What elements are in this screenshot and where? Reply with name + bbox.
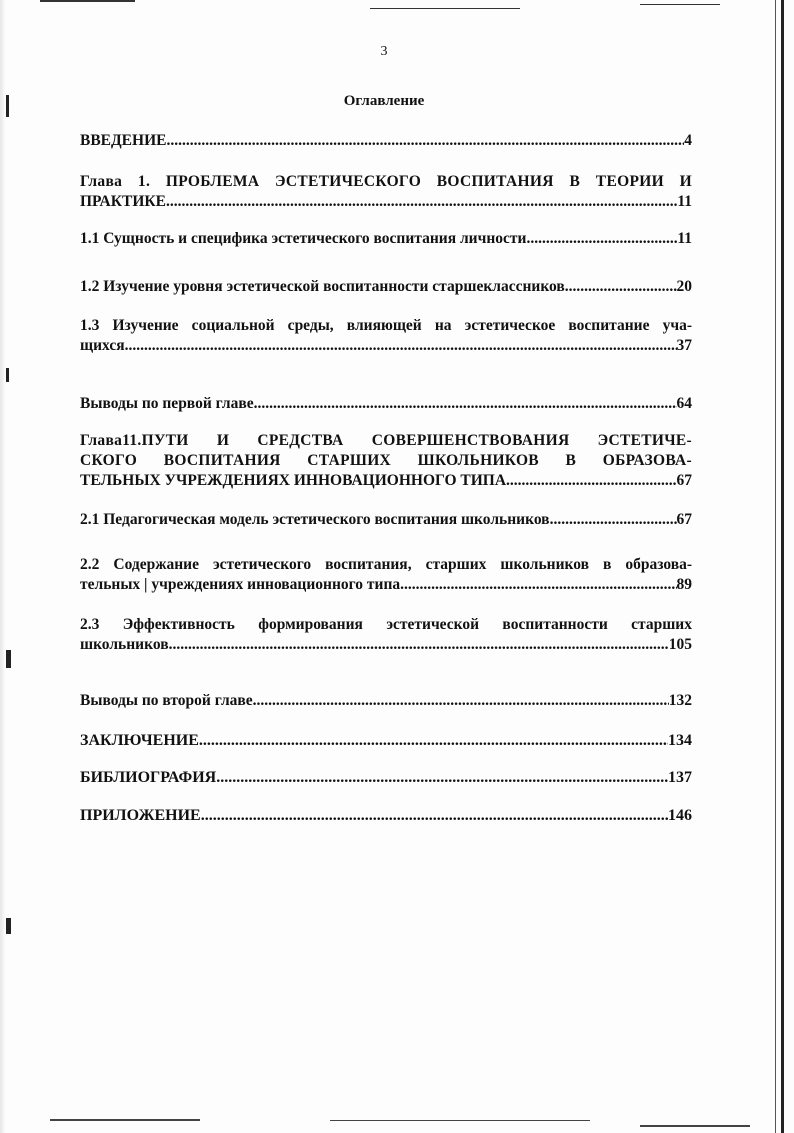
toc-entry-title-line: Глава 1. ПРОБЛЕМА ЭСТЕТИЧЕСКОГО ВОСПИТАНИЯ В ТЕОРИИ И: [80, 173, 692, 190]
dot-leader: [565, 277, 677, 297]
toc-entry-page: 89: [676, 576, 692, 593]
toc-entry-title-line: Глава11.ПУТИ И СРЕДСТВА СОВЕРШЕНСТВОВАНИЯ ЭСТЕТИЧЕ-: [80, 432, 692, 449]
toc-entry-title: Выводы по первой главе: [80, 395, 254, 412]
toc-entry-page: 137: [668, 769, 692, 786]
toc-entry-title: ТЕЛЬНЫХ УЧРЕЖДЕНИЯХ ИННОВАЦИОННОГО ТИПА: [80, 472, 507, 489]
toc-entry-title: ПРИЛОЖЕНИЕ: [80, 807, 201, 824]
toc-entry-page: 105: [668, 636, 692, 653]
dot-leader: [400, 575, 676, 595]
toc-entry-page: 146: [668, 807, 692, 824]
toc-entry[interactable]: [80, 131, 692, 151]
toc-entry[interactable]: [80, 431, 692, 491]
dot-leader: [216, 768, 668, 788]
toc-entry-title: Выводы по второй главе: [80, 692, 253, 709]
toc-entry-title: ЗАКЛЮЧЕНИЕ: [80, 732, 199, 749]
toc-entry-title-line: 1.3 Изучение социальной среды, влияющей на эстетическое воспитание уча-: [80, 317, 692, 334]
scan-bottom-line: [50, 1119, 200, 1121]
toc-entry-page: 11: [677, 230, 692, 247]
toc-entry-page: 134: [668, 732, 692, 749]
toc-entry-page: 37: [676, 337, 692, 354]
toc-entry-title: ВВЕДЕНИЕ: [80, 132, 167, 149]
toc-entry[interactable]: [80, 691, 692, 711]
scan-edge-left: [0, 0, 6, 1133]
dot-leader: [253, 691, 669, 711]
dot-leader: [526, 229, 677, 249]
scan-mark: [6, 918, 11, 934]
scan-edge-right: [781, 0, 784, 1133]
toc-entry[interactable]: [80, 615, 692, 655]
scan-mark: [6, 368, 9, 382]
toc-entry[interactable]: [80, 229, 692, 249]
scan-bottom-line: [330, 1120, 590, 1121]
dot-leader: [166, 131, 684, 151]
toc-entry-page: 64: [676, 395, 692, 412]
toc-entry-page: 67: [676, 472, 692, 489]
scan-top-line: [640, 4, 720, 5]
toc-entry-title: 2.1 Педагогическая модель эстетического воспитания школьников: [80, 511, 550, 528]
toc-entry-page: 132: [668, 692, 692, 709]
toc-entry[interactable]: [80, 768, 692, 788]
toc-entry[interactable]: [80, 316, 692, 356]
dot-leader: [254, 394, 677, 414]
toc-entry-title: школьников: [80, 636, 169, 653]
toc-entry-page: 20: [676, 278, 692, 295]
toc-entry-title: щихся: [80, 337, 125, 354]
toc-entry-title-line: 2.2 Содержание эстетического воспитания, старших школьников в образова-: [80, 556, 692, 573]
dot-leader: [125, 336, 677, 356]
scan-bottom-line: [640, 1125, 750, 1127]
toc-entry-title: БИБЛИОГРАФИЯ: [80, 769, 217, 786]
dot-leader: [550, 510, 677, 530]
toc-entry-title-line: 2.3 Эффективность формирования эстетической воспитанности старших: [80, 616, 692, 633]
toc-entry[interactable]: [80, 731, 692, 751]
toc-entry-page: 4: [684, 132, 692, 149]
toc-entry[interactable]: [80, 510, 692, 530]
toc-entry-title-line: СКОГО ВОСПИТАНИЯ СТАРШИХ ШКОЛЬНИКОВ В ОБРАЗОВА-: [80, 452, 692, 469]
toc-entry-page: 67: [676, 511, 692, 528]
toc-entry-title: ПРАКТИКЕ: [80, 193, 166, 210]
toc-entry[interactable]: [80, 806, 692, 826]
toc-entry-title: 1.1 Сущность и специфика эстетического воспитания личности: [80, 230, 527, 247]
scan-top-line: [370, 8, 520, 9]
toc-entry[interactable]: [80, 277, 692, 297]
toc-entry[interactable]: [80, 555, 692, 595]
toc-entry[interactable]: [80, 394, 692, 414]
scan-edge-right-inner: [775, 0, 776, 1133]
scan-top-line: [40, 0, 135, 2]
dot-leader: [201, 806, 668, 826]
toc-title: Оглавление: [343, 93, 425, 109]
dot-leader: [169, 635, 669, 655]
dot-leader: [199, 731, 668, 751]
page-number: 3: [380, 44, 388, 59]
scan-mark: [6, 650, 11, 668]
dot-leader: [166, 192, 677, 212]
dot-leader: [506, 471, 676, 491]
toc-entry-page: 11: [677, 193, 692, 210]
toc-entry[interactable]: [80, 172, 692, 212]
toc-entry-title: 1.2 Изучение уровня эстетической воспитанности старшеклассников: [80, 278, 565, 295]
toc-entry-title: тельных | учреждениях инновационного типа: [80, 576, 401, 593]
